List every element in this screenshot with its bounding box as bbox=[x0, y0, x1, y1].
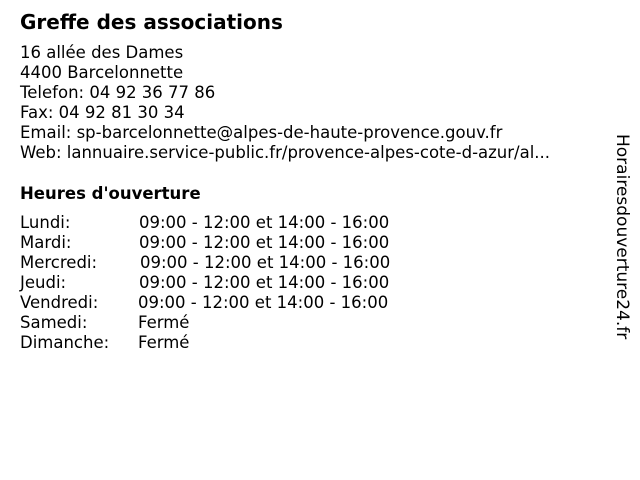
time-value: Fermé bbox=[138, 313, 190, 332]
day-label: Vendredi: bbox=[20, 293, 99, 312]
day-label: Mercredi: bbox=[20, 253, 98, 272]
contact-block bbox=[20, 43, 550, 163]
time-value: 09:00 - 12:00 et 14:00 - 16:00 bbox=[138, 293, 389, 312]
web-line: Web: lannuaire.service-public.fr/provence-alpes-cote-d-azur/al... bbox=[20, 143, 551, 162]
hours-heading: Heures d'ouverture bbox=[20, 184, 201, 203]
phone-line: Telefon: 04 92 36 77 86 bbox=[20, 83, 216, 102]
fax-line: Fax: 04 92 81 30 34 bbox=[20, 103, 185, 122]
time-value: 09:00 - 12:00 et 14:00 - 16:00 bbox=[139, 273, 390, 292]
time-value: Fermé bbox=[138, 333, 190, 352]
site-watermark: Horairesdouverture24.fr bbox=[612, 134, 632, 340]
time-value: 09:00 - 12:00 et 14:00 - 16:00 bbox=[139, 233, 390, 252]
address-line-2: 4400 Barcelonnette bbox=[20, 63, 184, 82]
page-title: Greffe des associations bbox=[20, 10, 283, 34]
day-label: Samedi: bbox=[20, 313, 88, 332]
time-value: 09:00 - 12:00 et 14:00 - 16:00 bbox=[139, 213, 390, 232]
time-value: 09:00 - 12:00 et 14:00 - 16:00 bbox=[140, 253, 391, 272]
day-label: Lundi: bbox=[20, 213, 71, 232]
day-label: Jeudi: bbox=[20, 273, 67, 292]
address-line-1: 16 allée des Dames bbox=[20, 43, 184, 62]
email-line: Email: sp-barcelonnette@alpes-de-haute-provence.gouv.fr bbox=[20, 123, 503, 142]
day-label: Dimanche: bbox=[20, 333, 110, 352]
day-label: Mardi: bbox=[20, 233, 72, 252]
